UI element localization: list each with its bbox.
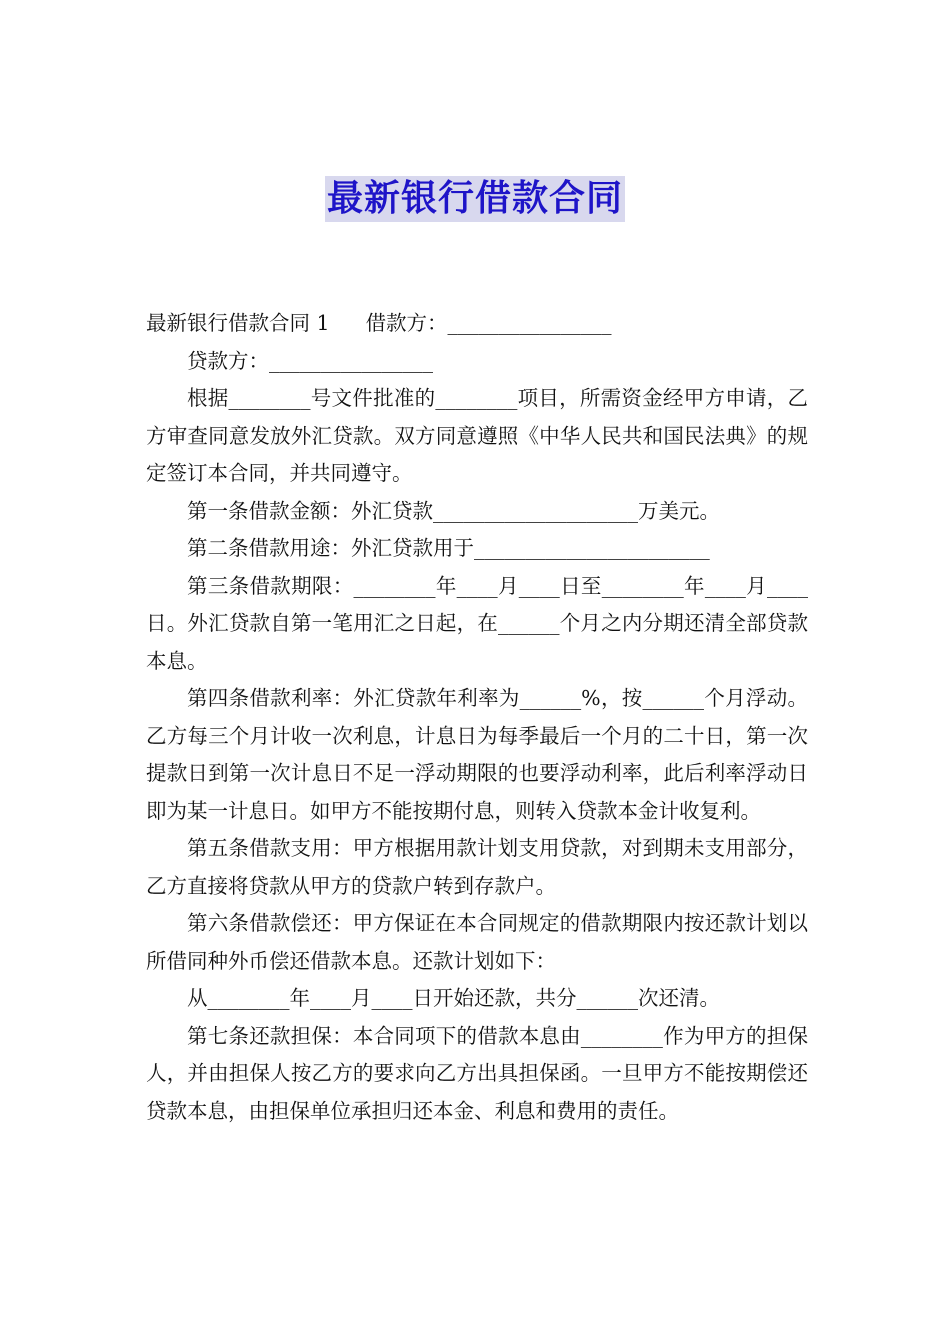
article-7-guarantee: 第七条还款担保：本合同项下的借款本息由________作为甲方的担保人，并由担保人按乙方的要求向乙方出具担保函。一旦甲方不能按期偿还贷款本息，由担保单位承担归还本金、利息和费用的责任。 [146,1023,808,1123]
title-container [0,176,950,222]
article-1-amount: 第一条借款金额：外汇贷款____________________万美元。 [187,498,720,523]
repayment-plan-line: 从________年____月____日开始还款，共分______次还清。 [187,986,720,1010]
document-body [146,305,808,1130]
article-5-drawdown: 第五条借款支用：甲方根据用款计划支用贷款，对到期未支用部分，乙方直接将贷款从甲方的贷款户转到存款户。 [146,836,808,898]
article-6-repayment: 第六条借款偿还：甲方保证在本合同规定的借款期限内按还款计划以所借同种外币偿还借款本息。还款计划如下： [146,911,808,973]
document-title: 最新银行借款合同 [325,176,625,222]
preamble-paragraph: 根据________号文件批准的________项目，所需资金经甲方申请，乙方审查同意发放外汇贷款。双方同意遵照《中华人民共和国民法典》的规定签订本合同，并共同遵守。 [146,386,808,485]
lender-line: 贷款方：________________ [187,348,433,373]
doc-label: 最新银行借款合同 1 [146,311,330,335]
heading-line [146,305,808,343]
borrower-line: 借款方：________________ [365,311,612,335]
article-3-term: 第三条借款期限：________年____月____日至________年____月____日。外汇贷款自第一笔用汇之日起，在______个月之内分期还清全部贷款本息。 [146,573,808,673]
article-4-interest: 第四条借款利率：外汇贷款年利率为______%，按______个月浮动。乙方每三个月计收一次利息，计息日为每季最后一个月的二十日，第一次提款日到第一次计息日不足一浮动期限的也要浮动利率，此后利率浮动日即为某一计息日。如甲方不能按期付息，则转入贷款本金计收复利。 [146,686,808,823]
article-2-purpose: 第二条借款用途：外汇贷款用于_______________________ [187,536,710,560]
